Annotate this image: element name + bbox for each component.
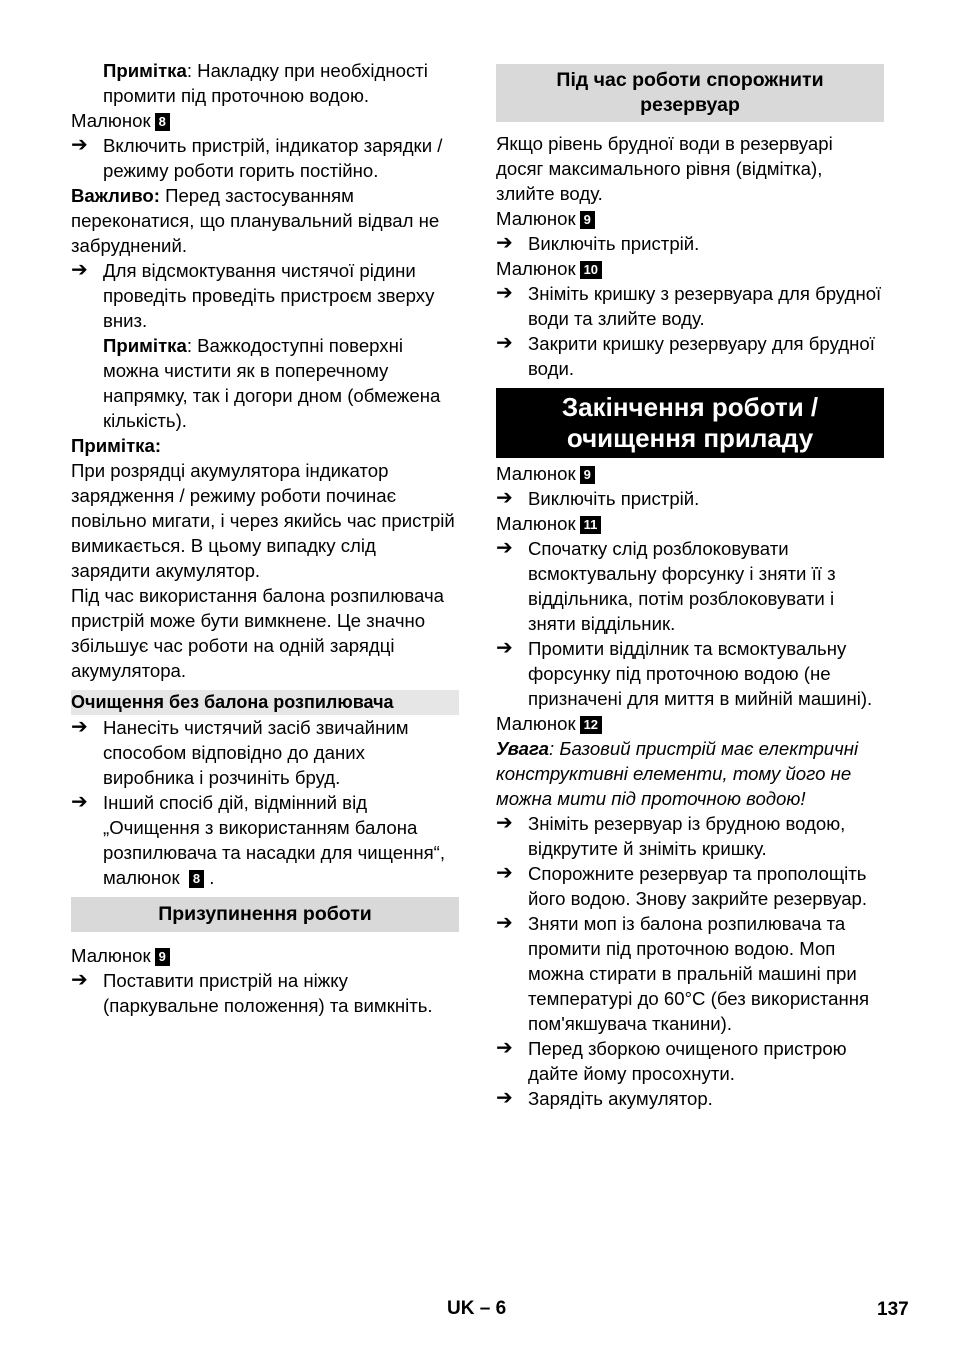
- arrow-right-icon: ➔: [496, 282, 513, 304]
- section-heading-pause: Призупинення роботи: [71, 897, 459, 932]
- arrow-right-icon: ➔: [496, 912, 513, 934]
- figure-reference: [496, 711, 884, 736]
- note-paragraph: [71, 58, 459, 108]
- figure-reference: [71, 108, 459, 133]
- arrow-right-icon: ➔: [496, 487, 513, 509]
- figure-reference: [496, 461, 884, 486]
- figure-number-11: 11: [580, 516, 602, 534]
- list-item: [496, 636, 884, 711]
- important-label: Важливо:: [71, 185, 160, 206]
- figure-number-8: 8: [155, 113, 170, 131]
- list-item: [71, 715, 459, 790]
- body-paragraph: При розрядці акумулятора індикатор зарядження / режиму роботи починає повільно мигати, і через якийсь час пристрій вимикається. В цьому випадку слід зарядити акумулятор.: [71, 460, 455, 581]
- step-text: Спорожните резервуар та прополощіть його водою. Знову закрийте резервуар.: [528, 863, 868, 909]
- list-item: [496, 536, 884, 636]
- section-heading-end-of-work: Закінчення роботи / очищення приладу: [496, 388, 884, 458]
- body-paragraph: Якщо рівень брудної води в резервуарі досяг максимального рівня (відмітка), злийте воду.: [496, 133, 833, 204]
- figure-label: Малюнок: [71, 110, 151, 131]
- list-item: [71, 968, 459, 1018]
- step-text: Закрити кришку резервуару для брудної води.: [528, 333, 875, 379]
- section-heading-empty-tank: Під час роботи спорожнити резервуар: [496, 64, 884, 122]
- figure-label: Малюнок: [71, 945, 151, 966]
- note-text: : Накладку при необхідності промити під проточною водою.: [103, 60, 428, 106]
- arrow-right-icon: ➔: [71, 969, 88, 991]
- arrow-right-icon: ➔: [496, 232, 513, 254]
- figure-reference: [496, 206, 884, 231]
- figure-label: Малюнок: [496, 463, 576, 484]
- warning-paragraph: [496, 736, 884, 811]
- note-label: Примітка: [103, 335, 187, 356]
- step-text: Зніміть кришку з резервуара для брудної води та злийте воду.: [528, 283, 882, 329]
- figure-number-12: 12: [580, 716, 602, 734]
- list-item: [496, 486, 884, 511]
- body-paragraph: Під час використання балона розпилювача пристрій може бути вимкнене. Це значно збільшує час роботи на одній зарядці акумулятора.: [71, 585, 445, 681]
- step-text: Включить пристрій, індикатор зарядки / режиму роботи горить постійно.: [103, 135, 443, 181]
- list-item: [496, 1036, 884, 1086]
- note-text: : Важкодоступні поверхні можна чистити як в поперечному напрямку, так і догори дном (обмежена кількість).: [103, 335, 441, 431]
- step-text: Нанесіть чистячий засіб звичайним способом відповідно до даних виробника і розчиніть бруд.: [103, 717, 409, 788]
- subsection-heading-cleaning: Очищення без балона розпилювача: [71, 690, 459, 715]
- step-text: Зніміть резервуар із брудною водою, відкрутите й зніміть кришку.: [528, 813, 846, 859]
- important-paragraph: [71, 183, 459, 258]
- arrow-right-icon: ➔: [71, 716, 88, 738]
- footer-section-label: UK – 6: [447, 1298, 507, 1319]
- figure-reference: [71, 943, 459, 968]
- figure-reference: [496, 511, 884, 536]
- arrow-right-icon: ➔: [496, 1037, 513, 1059]
- arrow-right-icon: ➔: [71, 259, 88, 281]
- right-column: [496, 58, 884, 1111]
- step-text: Промити відділник та всмоктувальну форсунку під проточною водою (не призначені для миття в мийній машині).: [528, 638, 873, 709]
- warning-label: Увага: [496, 738, 550, 759]
- important-text: Перед застосуванням переконатися, що планувальний відвал не забруднений.: [71, 185, 440, 256]
- list-item: [496, 231, 884, 256]
- note-heading: Примітка:: [71, 435, 162, 456]
- step-text: Перед зборкою очищеного пристрою дайте йому просохнути.: [528, 1038, 847, 1084]
- arrow-right-icon: ➔: [496, 332, 513, 354]
- arrow-right-icon: ➔: [496, 637, 513, 659]
- list-item: [496, 1086, 884, 1111]
- arrow-right-icon: ➔: [496, 862, 513, 884]
- list-item: [496, 911, 884, 1036]
- figure-number-10: 10: [580, 261, 602, 279]
- figure-label: Малюнок: [496, 513, 576, 534]
- step-text: Інший спосіб дій, відмінний від „Очищення з використанням балона розпилювача та насадки для чищення“, малюнок: [103, 792, 446, 888]
- step-text: Для відсмоктування чистячої рідини проведіть проведіть пристроєм зверху вниз.: [103, 260, 435, 331]
- list-item: [496, 861, 884, 911]
- figure-label: Малюнок: [496, 208, 576, 229]
- list-item: [496, 331, 884, 381]
- arrow-right-icon: ➔: [496, 1087, 513, 1109]
- left-column: [71, 58, 459, 1018]
- figure-reference: [496, 256, 884, 281]
- step-text: Виключіть пристрій.: [528, 233, 700, 254]
- list-item: [71, 133, 459, 183]
- arrow-right-icon: ➔: [71, 791, 88, 813]
- figure-label: Малюнок: [496, 258, 576, 279]
- step-text: Зняти моп із балона розпилювача та промити під проточною водою. Моп можна стирати в пральній машині при температурі до 60°C (без використання пом'якшувача тканини).: [528, 913, 870, 1034]
- step-text: Зарядіть акумулятор.: [528, 1088, 713, 1109]
- warning-text: : Базовий пристрій має електричні конструктивні елементи, тому його не можна мити під проточною водою!: [496, 738, 859, 809]
- figure-number-9: 9: [580, 211, 595, 229]
- note-paragraph: [71, 333, 459, 433]
- list-item: [496, 281, 884, 331]
- page-number: 137: [877, 1299, 909, 1320]
- punctuation: .: [204, 867, 215, 888]
- figure-number-8: 8: [189, 870, 204, 888]
- arrow-right-icon: ➔: [496, 812, 513, 834]
- list-item: [496, 811, 884, 861]
- step-text: Спочатку слід розблоковувати всмоктувальну форсунку і зняти її з віддільника, потім розблоковувати і зняти віддільник.: [528, 538, 836, 634]
- note-label: Примітка: [103, 60, 187, 81]
- list-item: [71, 790, 459, 890]
- arrow-right-icon: ➔: [496, 537, 513, 559]
- step-text: Поставити пристрій на ніжку (паркувальне положення) та вимкніть.: [103, 970, 433, 1016]
- figure-number-9: 9: [580, 466, 595, 484]
- step-text: Виключіть пристрій.: [528, 488, 700, 509]
- figure-label: Малюнок: [496, 713, 576, 734]
- list-item: [71, 258, 459, 333]
- figure-number-9: 9: [155, 948, 170, 966]
- arrow-right-icon: ➔: [71, 134, 88, 156]
